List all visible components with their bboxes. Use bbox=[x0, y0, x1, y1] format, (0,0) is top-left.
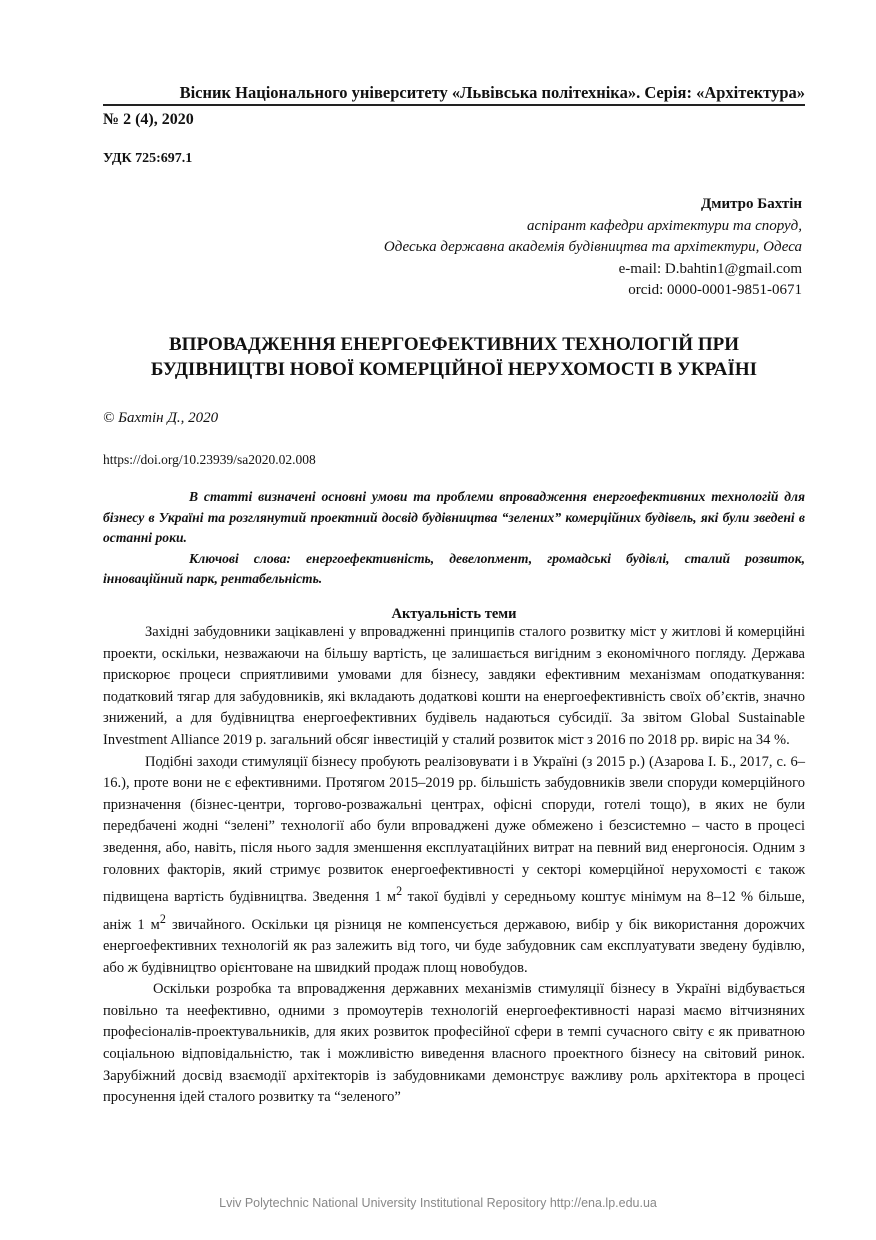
author-position: аспірант кафедри архітектури та споруд, bbox=[527, 217, 802, 234]
udc-code: УДК 725:697.1 bbox=[103, 151, 193, 166]
author-name: Дмитро Бахтін bbox=[700, 196, 802, 212]
doi-link[interactable]: https://doi.org/10.23939/sa2020.02.008 bbox=[103, 452, 316, 467]
title-line-1: ВПРОВАДЖЕННЯ ЕНЕРГОЕФЕКТИВНИХ ТЕХНОЛОГІЙ ПРИ bbox=[169, 334, 739, 355]
section-heading: Актуальність теми bbox=[391, 606, 517, 622]
superscript-2b: 2 bbox=[159, 911, 166, 926]
superscript-2: 2 bbox=[396, 884, 403, 899]
body-text bbox=[103, 622, 805, 1109]
paragraph-2 bbox=[103, 752, 805, 980]
abstract bbox=[103, 487, 805, 590]
author-affiliation: Одеська державна академія будівництва та архітектури, Одеса bbox=[383, 239, 802, 255]
abstract-text: В статті визначені основні умови та проблеми впровадження енергоефективних технологій для бізнесу в Україні та розглянутий проектний досвід будівництва “зелених” комерційних будівель, які були зведені в останні роки. bbox=[103, 489, 805, 545]
header-rule bbox=[103, 104, 805, 106]
author-orcid: orcid: 0000-0001-9851-0671 bbox=[628, 282, 802, 298]
paragraph-2-part-b: такої будівлі у середньому коштує мінімум на 8–12 % більше, аніж 1 м bbox=[103, 888, 805, 933]
repository-footer: Lviv Polytechnic National University Institutional Repository http://ena.lp.edu.ua bbox=[219, 1196, 657, 1210]
keywords: Ключові слова: енергоефективність, девелопмент, громадські будівлі, сталий розвиток, інноваційний парк, рентабельність. bbox=[103, 550, 805, 586]
journal-title: Вісник Національного університету «Львівська політехніка». Серія: «Архітектура» bbox=[179, 83, 805, 102]
author-block bbox=[384, 194, 802, 302]
title-line-2: БУДІВНИЦТВІ НОВОЇ КОМЕРЦІЙНОЇ НЕРУХОМОСТІ В УКРАЇНІ bbox=[150, 359, 758, 380]
copyright: © Бахтін Д., 2020 bbox=[103, 410, 219, 426]
author-email: e-mail: D.bahtin1@gmail.com bbox=[618, 260, 802, 277]
paragraph-1: Західні забудовники зацікавлені у впровадженні принципів сталого розвитку міст у житлові й комерційні проекти, оскільки, незважаючи на більшу вартість, це залишається вигідним з економічного погляду. Держава прискорює процеси сприятливими умовами для бізнесу, завдяки ефективним механізмам оподаткування: податковий тягар для забудовників, які вкладають додаткові кошти на енергоефективність своїх об’єктів, значно знижений, а для будівництва енергоефективних будівель надаються субсидії. За звітом Global Sustainable Investment Alliance 2019 р. загальний обсяг інвестицій у сталий розвиток міст з 2016 по 2018 рр. виріс на 34 %. bbox=[103, 624, 805, 748]
paragraph-2-part-a: Подібні заходи стимуляції бізнесу пробують реалізовувати і в Україні (з 2015 р.) (Азарова І. Б., 2017, с. 6–16.), проте вони не є ефективними. Протягом 2015–2019 рр. більшість забудовників звели споруди комерційного призначення (бізнес-центри, торгово-розважальні центрах, офісні споруди, готелі тощо), в яких не були передбачені жодні “зелені” технології або були впроваджені дуже обмежено і безсистемно – часто в процесі зведення, або, навіть, після нього задля зменшення експлуатаційних витрат на певний вид енергоносія. Одним з головних факторів, який стримує розвиток енергоефективності у секторі комерційної нерухомості є також підвищена вартість будівництва. Зведення 1 м bbox=[103, 753, 805, 905]
paragraph-3: Оскільки розробка та впровадження державних механізмів стимуляції бізнесу в Україні відбувається повільно та неефективно, одними з промоутерів технологій енергоефективності наразі маємо вітчизняних професіоналів-проектувальників, для яких розвиток професійної сфери в темпі сучасного світу є як приватною соціальною відповідальністю, так і можливістю виведення власного проектного бізнесу на світовий ринок. Зарубіжний досвід взаємодії архітекторів із забудовниками демонструє важливу роль архітектора в процесі просунення ідей сталого розвитку та “зеленого” bbox=[103, 981, 805, 1106]
article-title bbox=[103, 332, 805, 382]
issue-number: № 2 (4), 2020 bbox=[103, 111, 194, 128]
paragraph-2-part-c: звичайного. Оскільки ця різниця не компенсується державою, вибір у бік використання дорожчих енергоефективних технологій як раз залежить від того, чи буде забудовник сам експлуатувати зведену будівлю, або ж будівництво орієнтоване на швидкий продаж площ новобудов. bbox=[103, 916, 805, 976]
